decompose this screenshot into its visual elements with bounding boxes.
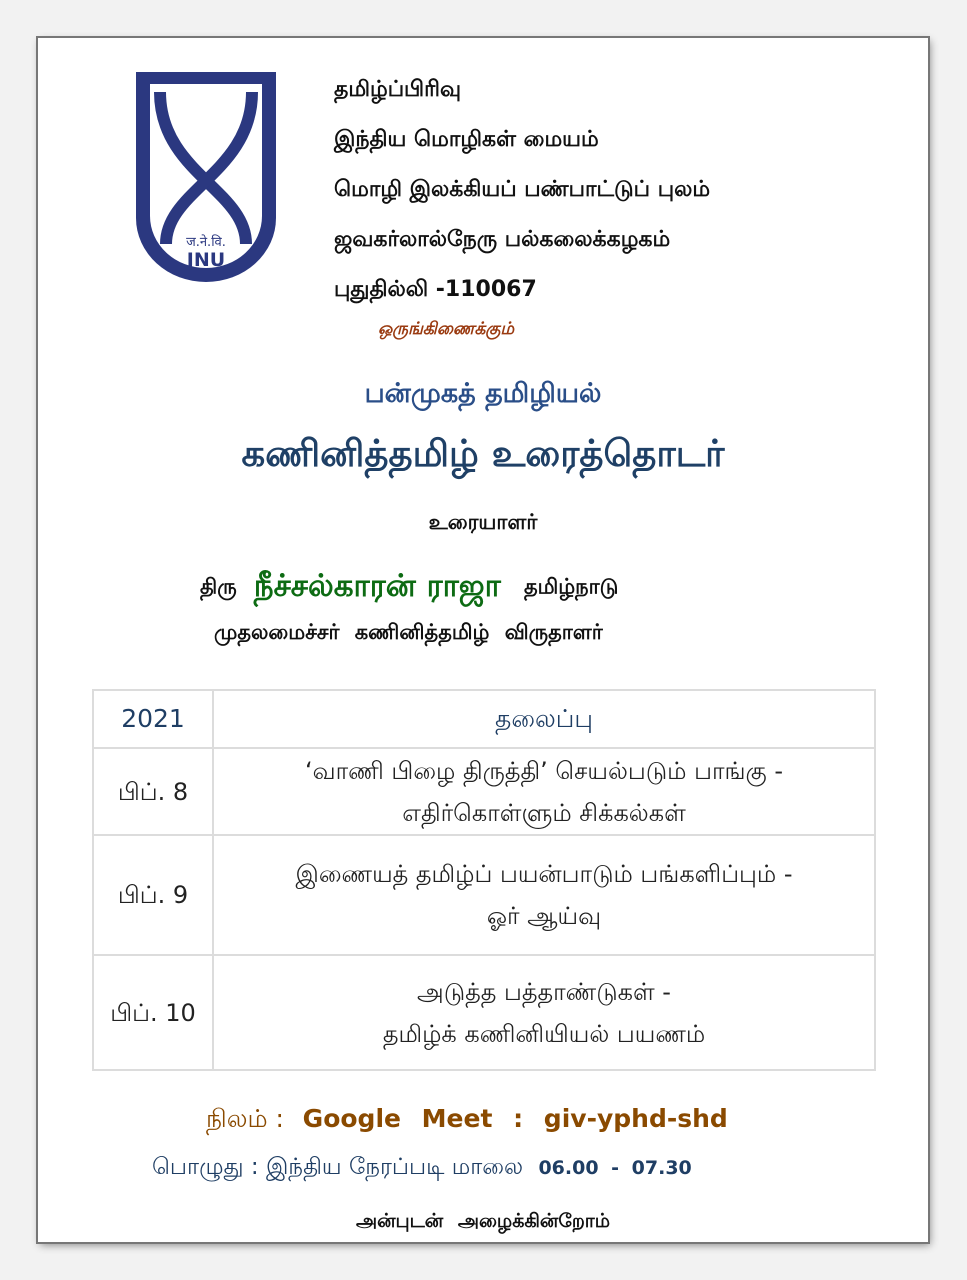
venue-label: நிலம் : bbox=[206, 1104, 284, 1133]
speaker-name: நீச்சல்காரன் ராஜா bbox=[253, 568, 501, 604]
meet-code: Google Meet : giv-yphd-shd bbox=[302, 1104, 728, 1133]
topic-header: தலைப்பு bbox=[213, 690, 875, 748]
address-line: மொழி இலக்கியப் பண்பாட்டுப் புலம் bbox=[334, 177, 711, 202]
session-topic bbox=[213, 955, 875, 1070]
address-line: புதுதில்லி -110067 bbox=[334, 277, 537, 302]
speaker-line bbox=[200, 568, 618, 608]
topic-line: அடுத்த பத்தாண்டுகள் - bbox=[417, 977, 671, 1006]
table-header-row bbox=[93, 690, 875, 748]
session-date: பிப். 9 bbox=[93, 835, 213, 955]
time-range: 06.00 - 07.30 bbox=[538, 1157, 692, 1179]
speaker-honorific: திரு bbox=[200, 574, 237, 599]
year-header: 2021 bbox=[93, 690, 213, 748]
schedule-table bbox=[92, 689, 876, 1071]
series-title: கணினித்தமிழ் உரைத்தொடர் bbox=[241, 432, 725, 475]
topic-line: ‘வாணி பிழை திருத்தி’ செயல்படும் பாங்கு - bbox=[304, 756, 784, 785]
speaker-award: முதலமைச்சர் கணினித்தமிழ் விருதாளர் bbox=[214, 620, 603, 644]
speaker-label: உரையாளர் bbox=[428, 510, 538, 534]
table-row bbox=[93, 835, 875, 955]
topic-line: ஓர் ஆய்வு bbox=[486, 902, 602, 930]
topic-line: தமிழ்க் கணினியியல் பயணம் bbox=[382, 1019, 706, 1048]
series-subtitle: பன்முகத் தமிழியல் bbox=[364, 378, 602, 409]
address-line: இந்திய மொழிகள் மையம் bbox=[334, 127, 599, 152]
topic-line: இணையத் தமிழ்ப் பயன்பாடும் பங்களிப்பும் - bbox=[295, 860, 793, 888]
session-date: பிப். 8 bbox=[93, 748, 213, 835]
jnu-logo bbox=[130, 68, 282, 286]
topic-line: எதிர்கொள்ளும் சிக்கல்கள் bbox=[402, 798, 686, 827]
address-block bbox=[334, 72, 710, 322]
logo-devanagari-text: ज.ने.वि. bbox=[186, 235, 226, 250]
time-line bbox=[152, 1154, 692, 1183]
session-topic bbox=[213, 835, 875, 955]
session-topic bbox=[213, 748, 875, 835]
table-row bbox=[93, 955, 875, 1070]
logo-jnu-text: JNU bbox=[186, 249, 226, 271]
table-row bbox=[93, 748, 875, 835]
invitation-card bbox=[38, 38, 928, 1242]
venue-line bbox=[206, 1104, 728, 1137]
speaker-place: தமிழ்நாடு bbox=[523, 574, 619, 599]
address-line: தமிழ்ப்பிரிவு bbox=[334, 77, 462, 102]
closing-note: அன்புடன் அழைக்கின்றோம் bbox=[355, 1210, 610, 1232]
address-line: ஜவகர்லால்நேரு பல்கலைக்கழகம் bbox=[334, 227, 671, 252]
organiser-label: ஒருங்கிணைக்கும் bbox=[378, 319, 515, 339]
time-text: இந்திய நேரப்படி மாலை bbox=[265, 1154, 524, 1180]
session-date: பிப். 10 bbox=[93, 955, 213, 1070]
time-label: பொழுது : bbox=[152, 1154, 259, 1180]
